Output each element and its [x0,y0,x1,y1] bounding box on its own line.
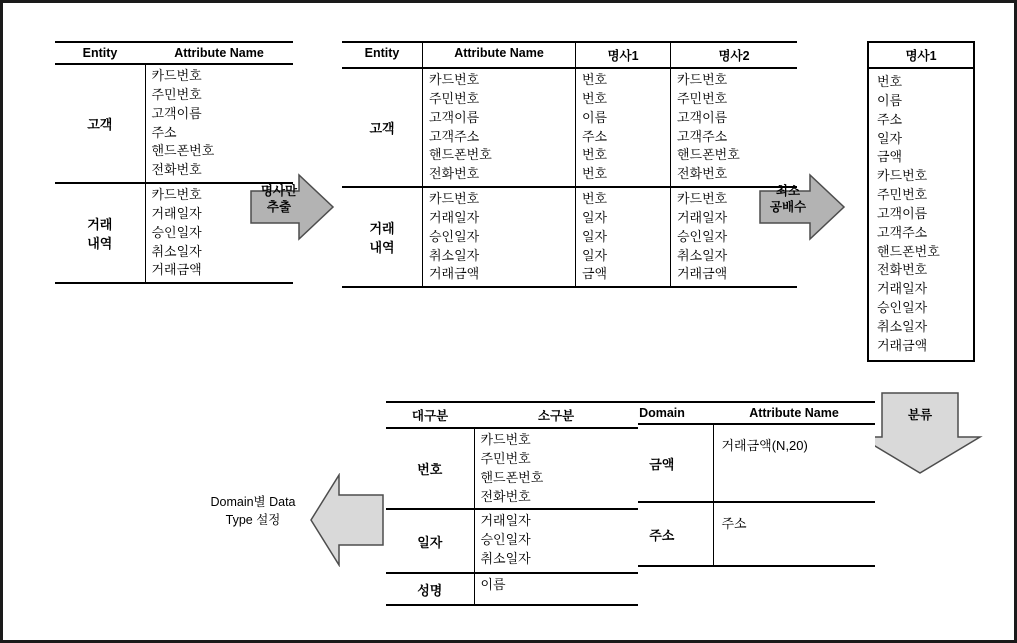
noun-item: 고객주소 [877,224,928,240]
table-row [611,402,875,424]
table-row [342,68,797,187]
noun-item: 이름 [582,109,608,125]
table-row [611,424,875,502]
attribute-item: 거래금액 [429,266,480,282]
noun-item: 금액 [877,149,903,165]
arrow-extract-noun-label: 명사만 추출 [260,184,298,215]
cell-major-group: 성명 [386,573,474,605]
cell-domain: 금액 [611,424,713,502]
noun-item: 일자 [582,209,608,225]
cell-attribute: 주소 [713,502,875,566]
column-header-attribute-name: Attribute Name [423,42,576,68]
noun-item: 주민번호 [677,90,728,106]
noun-item: 취소일자 [677,247,728,263]
column-header-entity: Entity [55,42,145,64]
noun-item: 승인일자 [877,300,928,316]
noun-item: 거래금액 [677,266,728,282]
noun-item: 카드번호 [877,168,928,184]
noun-item: 번호 [582,90,608,106]
noun-item: 번호 [877,74,903,89]
attribute-item: 주민번호 [480,450,531,466]
noun-item: 전화번호 [677,166,728,182]
cell-attributes [423,68,576,187]
column-header-attribute-name: Attribute Name [145,42,293,64]
noun-item: 거래일자 [877,281,928,297]
noun-item: 일자 [877,130,903,146]
cell-entity [55,183,145,283]
table-row [868,42,974,68]
noun-item: 번호 [582,191,608,207]
noun-item: 핸드폰번호 [877,243,940,259]
table-row [386,509,638,573]
table-row [55,64,293,183]
attribute-item: 카드번호 [480,432,531,447]
table-domain-attribute [611,401,875,567]
noun-item: 주소 [877,111,903,127]
cell-entity [342,187,423,287]
attribute-item: 주소 [151,124,177,140]
cell-domain: 주소 [611,502,713,566]
noun-item: 취소일자 [877,318,928,334]
attribute-item: 핸드폰번호 [429,147,492,163]
noun-item: 주민번호 [877,187,928,203]
attribute-item: 취소일자 [429,247,480,263]
attribute-item: 취소일자 [151,243,202,259]
attribute-item: 핸드폰번호 [151,143,215,159]
noun-item: 거래일자 [677,209,728,225]
cell-entity: 고객 [55,64,145,183]
table-noun-extraction [342,41,797,288]
noun-item: 일자 [582,247,608,263]
noun-item: 고객이름 [877,205,928,221]
attribute-item: 주민번호 [151,86,202,102]
attribute-item: 고객주소 [429,128,480,144]
attribute-item: 고객이름 [429,109,480,125]
table-row [55,42,293,64]
column-header-entity: Entity [342,42,423,68]
noun-item: 고객이름 [677,109,728,125]
column-header-noun1: 명사1 [576,42,671,68]
attribute-item: 고객이름 [151,105,202,121]
noun-item: 일자 [582,228,608,244]
cell-noun1 [576,68,671,187]
down-arrow-icon [856,391,984,475]
noun-item: 카드번호 [677,191,728,207]
table-row [386,402,638,428]
attribute-item: 핸드폰번호 [480,469,544,485]
attribute-item: 카드번호 [429,191,480,207]
table-row [611,502,875,566]
entity-line: 내역 [87,236,113,252]
noun-item: 번호 [582,166,608,182]
noun-item: 거래금액 [877,337,928,353]
noun-item: 금액 [582,266,608,282]
arrow-domain-datatype-label: Domain별 Data Type 설정 [210,495,296,527]
cell-attributes [423,187,576,287]
attribute-item: 승인일자 [480,532,531,548]
table-row [342,187,797,287]
table-row [386,428,638,509]
attribute-item: 승인일자 [429,228,480,244]
noun-item: 승인일자 [677,228,728,244]
attribute-item: 전화번호 [151,162,202,178]
left-arrow-icon [309,473,385,567]
attribute-item: 전화번호 [480,488,531,504]
cell-noun2 [671,68,798,187]
table-classification [386,401,638,606]
table-row [386,573,638,605]
noun-item: 주소 [582,128,608,144]
attribute-item: 거래일자 [480,513,531,529]
noun-item: 카드번호 [677,72,728,87]
arrow-lcm-label: 최소 공배수 [769,184,807,215]
attribute-item: 이름 [480,577,506,593]
entity-line: 거래 [369,221,395,237]
table-noun1-list [867,41,975,362]
column-header-attribute-name: Attribute Name [713,402,875,424]
attribute-item: 거래일자 [429,209,480,225]
cell-minor-items [474,573,638,605]
attribute-item: 승인일자 [151,224,202,240]
column-header-minor-group: 소구분 [474,402,638,428]
arrow-domain-datatype [309,473,385,572]
column-header-noun2: 명사2 [671,42,798,68]
entity-line: 내역 [369,240,395,256]
column-header-noun1: 명사1 [868,42,974,68]
noun-item: 핸드폰번호 [677,147,740,163]
cell-major-group: 번호 [386,428,474,509]
noun-item: 전화번호 [877,262,928,278]
noun-item: 고객주소 [677,128,728,144]
attribute-item: 주민번호 [429,90,480,106]
entity-line: 거래 [87,217,113,233]
table-row [342,42,797,68]
arrow-classify-label: 분류 [907,408,933,422]
cell-noun1 [576,187,671,287]
attribute-item: 거래일자 [151,205,202,221]
attribute-item: 카드번호 [151,187,202,203]
column-header-domain: Domain [611,402,713,424]
attribute-item: 취소일자 [480,551,531,567]
cell-entity: 고객 [342,68,423,187]
cell-attribute: 거래금액(N,20) [713,424,875,502]
attribute-item: 카드번호 [151,68,202,83]
cell-attributes [145,64,293,183]
attribute-item: 카드번호 [429,72,480,87]
arrow-classify [856,391,984,480]
table-row [868,68,974,361]
attribute-item: 거래금액 [151,262,202,278]
cell-minor-items [474,509,638,573]
noun-item: 번호 [582,147,608,163]
noun-item: 이름 [877,92,903,108]
noun-item: 번호 [582,72,608,87]
cell-minor-items [474,428,638,509]
cell-noun1-items [868,68,974,361]
attribute-item: 전화번호 [429,166,480,182]
column-header-major-group: 대구분 [386,402,474,428]
cell-major-group: 일자 [386,509,474,573]
